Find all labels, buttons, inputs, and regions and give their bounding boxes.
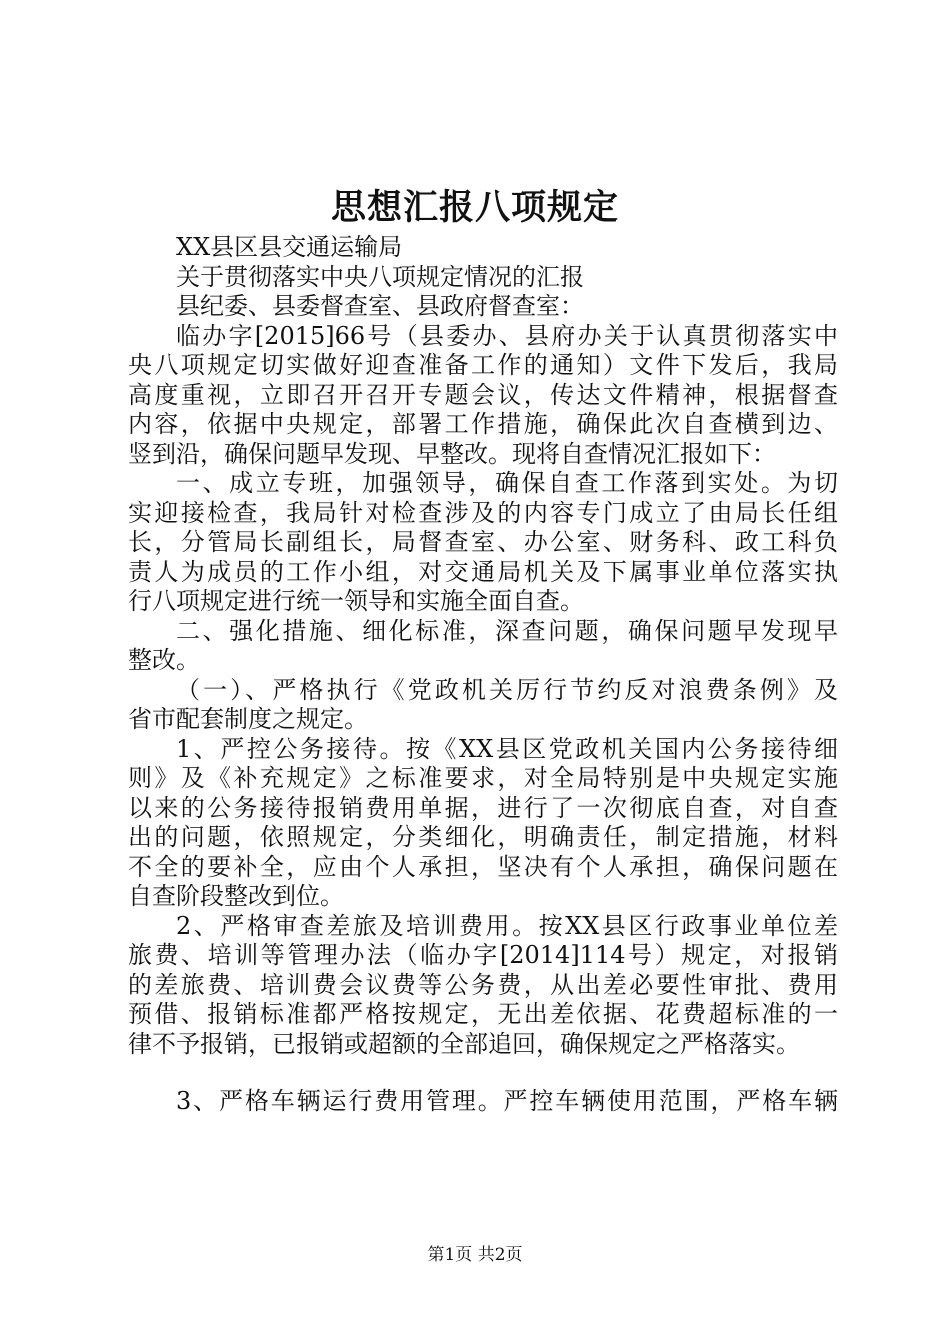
page-footer: 第1页 共2页 [427,1245,523,1265]
text-line: 央八项规定切实做好迎查准备工作的通知）文件下发后，我局 [128,351,838,379]
text-line: 整改。 [128,646,200,674]
text-line: 责人为成员的工作小组，对交通局机关及下属事业单位落实执 [128,557,838,586]
text-line: （一）、严格执行《党政机关厉行节约反对浪费条例》及 [176,675,838,704]
text-line: 县纪委、县委督查室、县政府督查室： [176,292,584,320]
text-line: 长，分管局长副组长，局督查室、办公室、财务科、政工科负 [128,528,838,556]
document-title: 思想汇报八项规定 [330,187,619,228]
text-line: 关于贯彻落实中央八项规定情况的汇报 [176,262,584,291]
text-line: 律不予报销，已报销或超额的全部追回，确保规定之严格落实。 [128,1029,800,1058]
text-line: 一、成立专班，加强领导，确保自查工作落到实处。为切 [176,469,838,497]
text-line: 竖到沿，确保问题早发现、早整改。现将自查情况汇报如下： [128,439,776,468]
text-line: 旅费、培训等管理办法（临办字[2014]114号）规定，对报销 [128,941,838,969]
text-line: 行八项规定进行统一领导和实施全面自查。 [128,587,584,615]
text-line: 以来的公务接待报销费用单据，进行了一次彻底自查，对自查 [128,793,838,822]
text-line: 不全的要补全，应由个人承担，坚决有个人承担，确保问题在 [128,852,838,881]
text-line: 临办字[2015]66号（县委办、县府办关于认真贯彻落实中 [176,321,838,350]
text-line: 内容，依据中央规定，部署工作措施，确保此次自查横到边、 [128,410,838,438]
text-line: 3、严格车辆运行费用管理。严控车辆使用范围，严格车辆 [176,1087,838,1115]
text-line: 1、严控公务接待。按《XX县区党政机关国内公务接待细 [176,734,838,763]
text-line: XX县区县交通运输局 [176,233,403,261]
text-line: 出的问题，依照规定，分类细化，明确责任，制定措施，材料 [128,823,838,851]
text-line: 的差旅费、培训费会议费等公务费，从出差必要性审批、费用 [128,970,838,999]
text-line: 省市配套制度之规定。 [128,705,368,733]
text-line: 预借、报销标准都严格按规定，无出差依据、花费超标准的一 [128,1000,838,1028]
document-body [128,233,838,1117]
text-line: 2、严格审查差旅及培训费用。按XX县区行政事业单位差 [176,911,838,940]
paragraph-gap [128,1059,838,1087]
text-line: 高度重视，立即召开召开专题会议，传达文件精神，根据督查 [128,380,838,409]
text-line: 自查阶段整改到位。 [128,882,344,910]
text-line: 则》及《补充规定》之标准要求，对全局特别是中央规定实施 [128,764,838,792]
text-line: 实迎接检查，我局针对检查涉及的内容专门成立了由局长任组 [128,498,838,527]
text-line: 二、强化措施、细化标准，深查问题，确保问题早发现早 [176,616,838,645]
